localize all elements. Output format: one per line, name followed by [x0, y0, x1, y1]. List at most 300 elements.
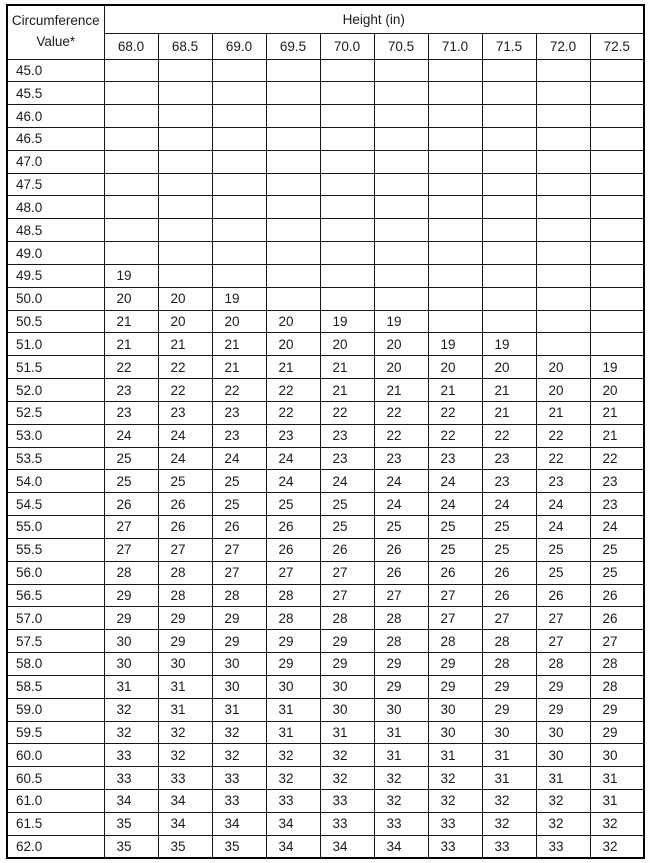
- circumference-cell: 58.5: [7, 675, 104, 698]
- body-fat-value-cell: 33: [212, 790, 266, 813]
- body-fat-value-cell: 31: [374, 744, 428, 767]
- body-fat-value-cell: 27: [374, 584, 428, 607]
- body-fat-value-cell: 30: [536, 721, 590, 744]
- body-fat-value-cell: 25: [158, 470, 212, 493]
- body-fat-value-cell: 25: [212, 493, 266, 516]
- body-fat-value-cell: 34: [374, 835, 428, 858]
- body-fat-value-cell: 28: [158, 584, 212, 607]
- body-fat-value-cell: 23: [212, 401, 266, 424]
- corner-header-cell: [7, 5, 104, 59]
- body-fat-value-cell: [158, 127, 212, 150]
- circumference-cell: 53.0: [7, 424, 104, 447]
- body-fat-value-cell: [374, 242, 428, 265]
- body-fat-value-cell: 26: [590, 584, 644, 607]
- body-fat-value-cell: 31: [158, 698, 212, 721]
- body-fat-value-cell: [428, 196, 482, 219]
- body-fat-value-cell: [428, 310, 482, 333]
- body-fat-value-cell: 31: [266, 698, 320, 721]
- body-fat-value-cell: 32: [212, 721, 266, 744]
- body-fat-value-cell: [590, 219, 644, 242]
- body-fat-value-cell: 32: [374, 767, 428, 790]
- circumference-cell: 55.5: [7, 538, 104, 561]
- height-column-header: 72.5: [590, 33, 644, 59]
- body-fat-value-cell: 32: [158, 721, 212, 744]
- body-fat-value-cell: 22: [104, 356, 158, 379]
- body-fat-value-cell: 34: [158, 790, 212, 813]
- body-fat-value-cell: [482, 127, 536, 150]
- body-fat-value-cell: 29: [374, 675, 428, 698]
- body-fat-value-cell: [320, 127, 374, 150]
- body-fat-value-cell: [320, 59, 374, 82]
- body-fat-value-cell: 27: [266, 561, 320, 584]
- body-fat-value-cell: 30: [536, 744, 590, 767]
- body-fat-value-cell: 34: [158, 812, 212, 835]
- body-fat-value-cell: 27: [320, 584, 374, 607]
- body-fat-value-cell: [158, 196, 212, 219]
- table-header: [7, 5, 644, 59]
- body-fat-value-cell: 35: [212, 835, 266, 858]
- body-fat-value-cell: 28: [590, 675, 644, 698]
- body-fat-value-cell: 31: [212, 698, 266, 721]
- body-fat-value-cell: 29: [590, 698, 644, 721]
- body-fat-value-cell: [158, 264, 212, 287]
- body-fat-value-cell: 21: [320, 356, 374, 379]
- body-fat-value-cell: 33: [104, 767, 158, 790]
- body-fat-value-cell: 29: [266, 630, 320, 653]
- body-fat-value-cell: 23: [590, 493, 644, 516]
- body-fat-value-cell: 32: [212, 744, 266, 767]
- body-fat-value-cell: [212, 219, 266, 242]
- body-fat-value-cell: 25: [320, 493, 374, 516]
- body-fat-value-cell: [536, 333, 590, 356]
- circumference-cell: 45.5: [7, 82, 104, 105]
- body-fat-value-cell: 25: [590, 561, 644, 584]
- body-fat-value-cell: 20: [104, 287, 158, 310]
- body-fat-value-cell: 20: [158, 310, 212, 333]
- height-column-header: 70.5: [374, 33, 428, 59]
- body-fat-value-cell: [104, 59, 158, 82]
- body-fat-value-cell: [536, 150, 590, 173]
- body-fat-value-cell: 21: [158, 333, 212, 356]
- body-fat-value-cell: [590, 310, 644, 333]
- table-row: [7, 447, 644, 470]
- corner-header-line1: Circumference: [11, 13, 100, 29]
- body-fat-value-cell: 24: [536, 516, 590, 539]
- body-fat-value-cell: 33: [320, 790, 374, 813]
- body-fat-value-cell: 30: [104, 653, 158, 676]
- body-fat-value-cell: 31: [266, 721, 320, 744]
- body-fat-value-cell: [536, 127, 590, 150]
- body-fat-value-cell: 26: [266, 516, 320, 539]
- body-fat-value-cell: 20: [428, 356, 482, 379]
- body-fat-value-cell: 26: [428, 561, 482, 584]
- circumference-cell: 62.0: [7, 835, 104, 858]
- body-fat-value-cell: [320, 264, 374, 287]
- body-fat-value-cell: 28: [374, 630, 428, 653]
- body-fat-value-cell: 31: [374, 721, 428, 744]
- body-fat-value-cell: 30: [212, 653, 266, 676]
- body-fat-value-cell: [158, 173, 212, 196]
- body-fat-value-cell: [374, 196, 428, 219]
- table-row: [7, 835, 644, 858]
- body-fat-value-cell: [536, 242, 590, 265]
- body-fat-value-cell: 33: [482, 835, 536, 858]
- circumference-cell: 57.5: [7, 630, 104, 653]
- body-fat-value-cell: 32: [428, 767, 482, 790]
- table-row: [7, 470, 644, 493]
- body-fat-value-cell: 29: [104, 584, 158, 607]
- body-fat-value-cell: [374, 127, 428, 150]
- body-fat-value-cell: 26: [482, 561, 536, 584]
- body-fat-value-cell: 23: [428, 447, 482, 470]
- body-fat-value-cell: 28: [104, 561, 158, 584]
- table-row: [7, 59, 644, 82]
- body-fat-value-cell: [266, 219, 320, 242]
- table-row: [7, 379, 644, 402]
- body-fat-value-cell: [482, 105, 536, 128]
- body-fat-value-cell: 21: [212, 356, 266, 379]
- body-fat-value-cell: [320, 173, 374, 196]
- body-fat-value-cell: 24: [266, 470, 320, 493]
- circumference-cell: 47.5: [7, 173, 104, 196]
- body-fat-value-cell: [536, 59, 590, 82]
- body-fat-value-cell: [374, 82, 428, 105]
- body-fat-value-cell: 33: [320, 812, 374, 835]
- circumference-cell: 61.5: [7, 812, 104, 835]
- body-fat-value-cell: [428, 219, 482, 242]
- body-fat-value-cell: 33: [158, 767, 212, 790]
- circumference-cell: 60.5: [7, 767, 104, 790]
- body-fat-value-cell: [428, 150, 482, 173]
- circumference-cell: 58.0: [7, 653, 104, 676]
- body-fat-value-cell: 22: [428, 424, 482, 447]
- body-fat-value-cell: 23: [158, 401, 212, 424]
- table-row: [7, 264, 644, 287]
- body-fat-value-cell: [482, 82, 536, 105]
- body-fat-value-cell: 19: [428, 333, 482, 356]
- body-fat-value-cell: [482, 59, 536, 82]
- table-row: [7, 105, 644, 128]
- circumference-cell: 46.5: [7, 127, 104, 150]
- body-fat-value-cell: 26: [320, 538, 374, 561]
- body-fat-value-cell: [212, 173, 266, 196]
- body-fat-value-cell: 23: [320, 447, 374, 470]
- body-fat-value-cell: 23: [104, 401, 158, 424]
- body-fat-value-cell: 24: [212, 447, 266, 470]
- body-fat-value-cell: 25: [266, 493, 320, 516]
- body-fat-value-cell: 26: [212, 516, 266, 539]
- body-fat-value-cell: 29: [536, 675, 590, 698]
- body-fat-value-cell: [266, 196, 320, 219]
- body-fat-value-cell: 33: [212, 767, 266, 790]
- body-fat-value-cell: 32: [104, 721, 158, 744]
- body-fat-value-cell: [158, 150, 212, 173]
- table-row: [7, 424, 644, 447]
- table-body: [7, 59, 644, 858]
- body-fat-value-cell: 29: [482, 675, 536, 698]
- circumference-cell: 56.0: [7, 561, 104, 584]
- body-fat-value-cell: [374, 150, 428, 173]
- body-fat-value-cell: [104, 127, 158, 150]
- body-fat-value-cell: [104, 196, 158, 219]
- body-fat-value-cell: 21: [374, 379, 428, 402]
- body-fat-value-cell: 22: [482, 424, 536, 447]
- body-fat-value-cell: 27: [104, 538, 158, 561]
- table-row: [7, 82, 644, 105]
- body-fat-value-cell: [482, 264, 536, 287]
- body-fat-value-cell: [320, 219, 374, 242]
- body-fat-value-cell: 26: [374, 561, 428, 584]
- body-fat-value-cell: 27: [428, 607, 482, 630]
- circumference-cell: 52.0: [7, 379, 104, 402]
- body-fat-value-cell: 21: [104, 310, 158, 333]
- table-row: [7, 356, 644, 379]
- body-fat-value-cell: 29: [320, 653, 374, 676]
- body-fat-value-cell: 30: [104, 630, 158, 653]
- table-row: [7, 538, 644, 561]
- body-fat-value-cell: 24: [482, 493, 536, 516]
- table-row: [7, 653, 644, 676]
- body-fat-value-cell: [266, 287, 320, 310]
- body-fat-value-cell: 27: [212, 538, 266, 561]
- body-fat-value-cell: 25: [320, 516, 374, 539]
- body-fat-value-cell: 26: [266, 538, 320, 561]
- body-fat-value-cell: 22: [320, 401, 374, 424]
- circumference-cell: 57.0: [7, 607, 104, 630]
- body-fat-value-cell: 32: [374, 790, 428, 813]
- circumference-cell: 51.0: [7, 333, 104, 356]
- height-column-header: 68.5: [158, 33, 212, 59]
- body-fat-value-cell: 28: [374, 607, 428, 630]
- body-fat-value-cell: 22: [158, 379, 212, 402]
- body-fat-value-cell: [374, 264, 428, 287]
- table-row: [7, 127, 644, 150]
- body-fat-value-cell: 30: [266, 675, 320, 698]
- body-fat-value-cell: 20: [590, 379, 644, 402]
- body-fat-value-cell: 27: [536, 607, 590, 630]
- body-fat-value-cell: 31: [482, 744, 536, 767]
- body-fat-value-cell: 25: [482, 538, 536, 561]
- body-fat-value-cell: [590, 127, 644, 150]
- table-row: [7, 698, 644, 721]
- body-fat-value-cell: [590, 173, 644, 196]
- body-fat-value-cell: 19: [212, 287, 266, 310]
- body-fat-value-cell: 32: [536, 812, 590, 835]
- body-fat-value-cell: 35: [104, 812, 158, 835]
- table-row: [7, 401, 644, 424]
- body-fat-value-cell: [536, 82, 590, 105]
- body-fat-value-cell: [158, 82, 212, 105]
- table-row: [7, 744, 644, 767]
- body-fat-value-cell: 22: [536, 424, 590, 447]
- body-fat-value-cell: 27: [158, 538, 212, 561]
- body-fat-value-cell: 31: [320, 721, 374, 744]
- body-fat-value-cell: 25: [428, 516, 482, 539]
- table-row: [7, 630, 644, 653]
- body-fat-value-cell: [428, 173, 482, 196]
- body-fat-value-cell: 29: [374, 653, 428, 676]
- body-fat-value-cell: [428, 242, 482, 265]
- body-fat-value-cell: 31: [158, 675, 212, 698]
- body-fat-value-cell: 25: [104, 470, 158, 493]
- circumference-cell: 48.0: [7, 196, 104, 219]
- body-fat-value-cell: [212, 59, 266, 82]
- body-fat-value-cell: 32: [482, 812, 536, 835]
- body-fat-value-cell: [590, 59, 644, 82]
- body-fat-value-cell: 20: [536, 379, 590, 402]
- body-fat-value-cell: [266, 173, 320, 196]
- body-fat-value-cell: [158, 219, 212, 242]
- body-fat-value-cell: 26: [590, 607, 644, 630]
- body-fat-value-cell: 21: [104, 333, 158, 356]
- body-fat-value-cell: 31: [104, 675, 158, 698]
- body-fat-value-cell: 29: [158, 630, 212, 653]
- body-fat-value-cell: [212, 127, 266, 150]
- body-fat-value-cell: [374, 173, 428, 196]
- table-row: [7, 333, 644, 356]
- body-fat-value-cell: 29: [590, 721, 644, 744]
- body-fat-value-cell: [266, 150, 320, 173]
- body-fat-value-cell: 25: [482, 516, 536, 539]
- body-fat-value-cell: 30: [482, 721, 536, 744]
- body-fat-value-cell: 24: [428, 470, 482, 493]
- body-fat-value-cell: [266, 242, 320, 265]
- table-row: [7, 242, 644, 265]
- body-fat-value-cell: 29: [158, 607, 212, 630]
- body-fat-value-cell: 32: [320, 767, 374, 790]
- body-fat-value-cell: 25: [212, 470, 266, 493]
- body-fat-value-cell: [536, 196, 590, 219]
- body-fat-value-cell: 24: [536, 493, 590, 516]
- body-fat-value-cell: 33: [536, 835, 590, 858]
- circumference-cell: 56.5: [7, 584, 104, 607]
- circumference-cell: 49.0: [7, 242, 104, 265]
- body-fat-value-cell: 33: [104, 744, 158, 767]
- body-fat-value-cell: [374, 287, 428, 310]
- body-fat-value-cell: [590, 242, 644, 265]
- body-fat-value-cell: [158, 105, 212, 128]
- circumference-cell: 51.5: [7, 356, 104, 379]
- body-fat-value-cell: 22: [374, 401, 428, 424]
- height-header-cell: Height (in): [104, 5, 644, 33]
- body-fat-value-cell: [212, 264, 266, 287]
- body-fat-value-cell: 20: [374, 356, 428, 379]
- body-fat-value-cell: [482, 287, 536, 310]
- body-fat-value-cell: 20: [266, 333, 320, 356]
- body-fat-value-cell: 22: [212, 379, 266, 402]
- body-fat-value-cell: 25: [536, 561, 590, 584]
- body-fat-value-cell: [374, 105, 428, 128]
- body-fat-value-cell: 29: [266, 653, 320, 676]
- body-fat-value-cell: 32: [320, 744, 374, 767]
- body-fat-value-cell: 22: [158, 356, 212, 379]
- body-fat-value-cell: 21: [590, 401, 644, 424]
- body-fat-value-cell: [482, 150, 536, 173]
- circumference-cell: 59.5: [7, 721, 104, 744]
- body-fat-value-cell: 27: [428, 584, 482, 607]
- body-fat-value-cell: [428, 127, 482, 150]
- body-fat-value-cell: 26: [536, 584, 590, 607]
- body-fat-value-cell: 23: [104, 379, 158, 402]
- body-fat-value-cell: 20: [374, 333, 428, 356]
- body-fat-value-cell: 23: [590, 470, 644, 493]
- body-fat-value-cell: [104, 105, 158, 128]
- body-fat-value-cell: 24: [374, 470, 428, 493]
- body-fat-value-cell: [104, 82, 158, 105]
- height-column-header: 71.5: [482, 33, 536, 59]
- body-fat-value-cell: 27: [212, 561, 266, 584]
- body-fat-value-cell: 20: [212, 310, 266, 333]
- body-fat-value-cell: 31: [482, 767, 536, 790]
- body-fat-value-cell: 34: [104, 790, 158, 813]
- body-fat-value-cell: 30: [590, 744, 644, 767]
- body-fat-value-cell: 34: [212, 812, 266, 835]
- body-fat-value-cell: 27: [536, 630, 590, 653]
- body-fat-value-cell: 25: [536, 538, 590, 561]
- body-fat-value-cell: 30: [212, 675, 266, 698]
- body-fat-value-cell: 30: [374, 698, 428, 721]
- body-fat-value-cell: 33: [428, 812, 482, 835]
- body-fat-value-cell: 24: [374, 493, 428, 516]
- body-fat-value-cell: [320, 242, 374, 265]
- body-fat-value-cell: 31: [428, 744, 482, 767]
- body-fat-value-cell: 21: [212, 333, 266, 356]
- table-row: [7, 812, 644, 835]
- body-fat-value-cell: [104, 219, 158, 242]
- table-row: [7, 493, 644, 516]
- body-fat-value-cell: 24: [158, 447, 212, 470]
- body-fat-value-cell: [212, 242, 266, 265]
- corner-header-line2: Value*: [36, 34, 76, 50]
- body-fat-value-cell: [536, 287, 590, 310]
- body-fat-value-cell: 25: [104, 447, 158, 470]
- body-fat-value-cell: 35: [158, 835, 212, 858]
- height-column-header: 68.0: [104, 33, 158, 59]
- body-fat-value-cell: 21: [590, 424, 644, 447]
- body-fat-value-cell: 31: [536, 767, 590, 790]
- body-fat-value-cell: [104, 173, 158, 196]
- table-row: [7, 150, 644, 173]
- body-fat-value-cell: 29: [104, 607, 158, 630]
- circumference-cell: 47.0: [7, 150, 104, 173]
- body-fat-value-cell: [428, 59, 482, 82]
- body-fat-value-cell: 19: [320, 310, 374, 333]
- circumference-cell: 49.5: [7, 264, 104, 287]
- body-fat-value-cell: [590, 105, 644, 128]
- circumference-cell: 48.5: [7, 219, 104, 242]
- body-fat-value-cell: 33: [374, 812, 428, 835]
- body-fat-value-cell: 24: [428, 493, 482, 516]
- body-fat-value-cell: 22: [428, 401, 482, 424]
- circumference-cell: 60.0: [7, 744, 104, 767]
- body-fat-value-cell: [266, 59, 320, 82]
- body-fat-value-cell: 29: [482, 698, 536, 721]
- body-fat-value-cell: 29: [212, 607, 266, 630]
- table-row: [7, 287, 644, 310]
- body-fat-value-cell: [536, 173, 590, 196]
- body-fat-value-cell: [590, 333, 644, 356]
- body-fat-value-cell: 32: [266, 767, 320, 790]
- body-fat-value-cell: 23: [320, 424, 374, 447]
- body-fat-value-cell: 25: [590, 538, 644, 561]
- body-fat-value-cell: 26: [104, 493, 158, 516]
- body-fat-value-cell: 27: [104, 516, 158, 539]
- body-fat-value-cell: [428, 264, 482, 287]
- body-fat-value-cell: 21: [266, 356, 320, 379]
- body-fat-value-cell: 20: [320, 333, 374, 356]
- body-fat-value-cell: 32: [590, 812, 644, 835]
- body-fat-value-cell: 24: [158, 424, 212, 447]
